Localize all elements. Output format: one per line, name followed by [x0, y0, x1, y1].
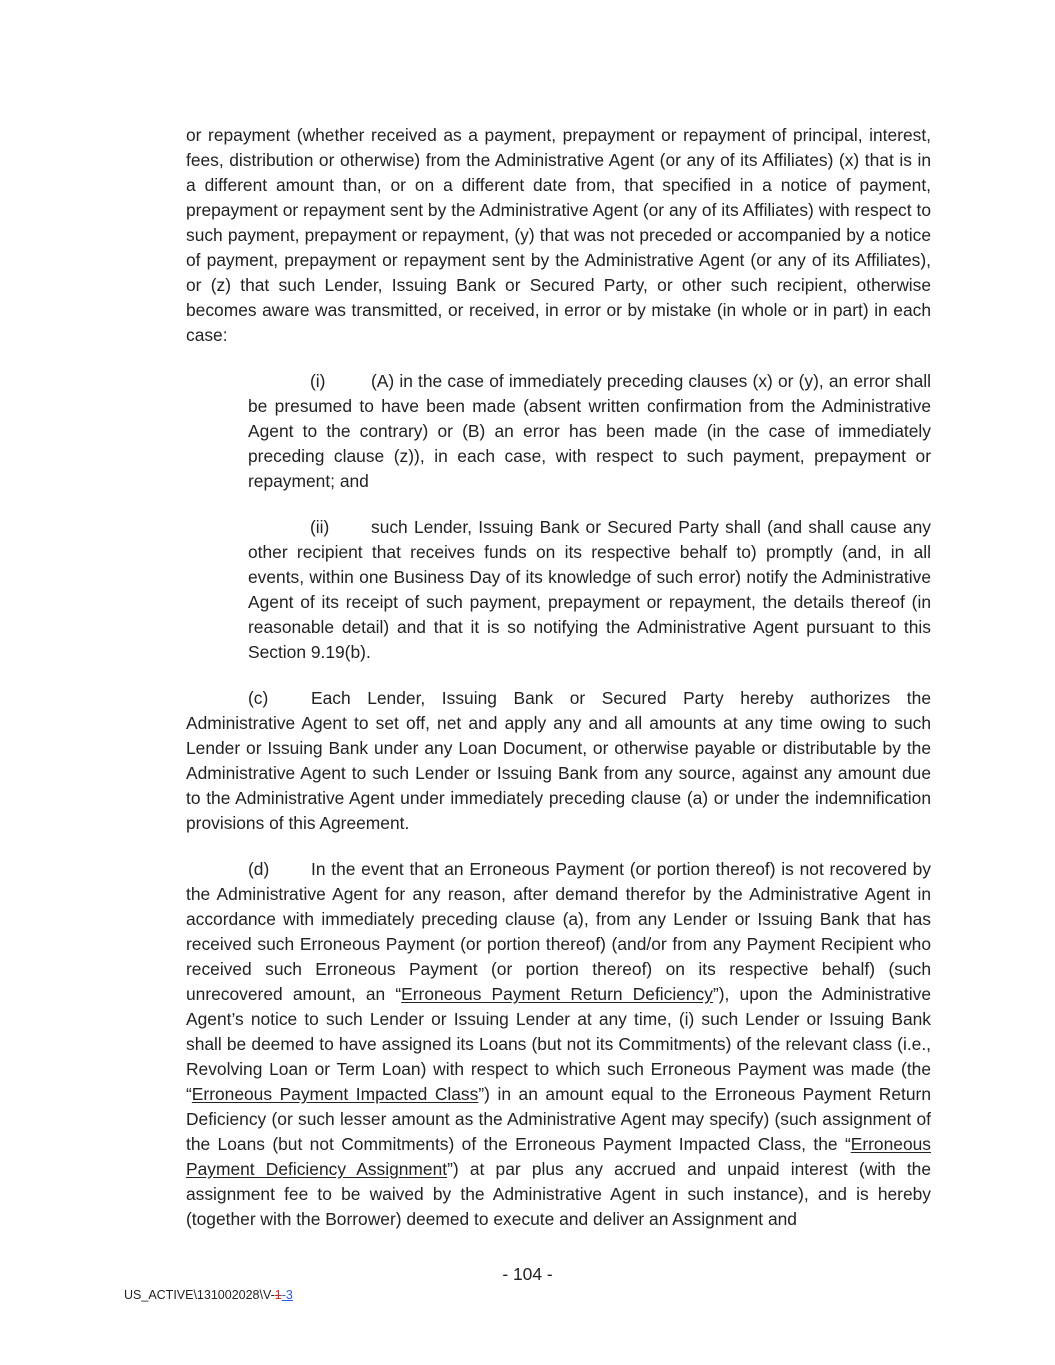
defined-term-erroneous-payment-impacted-class: Erroneous Payment Impacted Class — [191, 1084, 479, 1104]
item-ii-label: (ii) — [310, 517, 330, 537]
inserted-version-number: 3 — [285, 1288, 293, 1302]
paragraph-c — [186, 686, 931, 836]
item-i-label: (i) — [310, 371, 326, 391]
paragraph-d-text-part2: ”), upon the Administrative Agent’s notice to such Lender or Issuing Lender at any time, (i) such Lender or Issuing Bank shall be deemed to have assigned its Loans (but not its Commitments) of the relevant class (i.e., Revolving Loan or Term Loan) with respect to which such Erroneous Payment was made (the “ — [186, 984, 931, 1104]
defined-term-erroneous-payment-return-deficiency: Erroneous Payment Return Deficiency — [401, 984, 713, 1004]
paragraph-c-text: Each Lender, Issuing Bank or Secured Party hereby authorizes the Administrative Agent to set off, net and apply any and all amounts at any time owing to such Lender or Issuing Bank under any Loan Document, or otherwise payable or distributable by the Administrative Agent to such Lender or Issuing Bank from any source, against any amount due to the Administrative Agent under immediately preceding clause (a) or under the indemnification provisions of this Agreement. — [186, 688, 931, 833]
item-i-paragraph — [248, 369, 931, 494]
page-number: - 104 - — [502, 1264, 553, 1284]
defined-term-erroneous-payment-deficiency-assignment: Erroneous Payment Deficiency Assignment — [186, 1134, 931, 1179]
paragraph-c-label: (c) — [248, 688, 269, 708]
deleted-version-number: 1 — [274, 1288, 282, 1302]
item-ii-text: such Lender, Issuing Bank or Secured Party shall (and shall cause any other recipient that receives funds on its respective behalf to) promptly (and, in all events, within one Business Day of its knowledge of such error) notify the Administrative Agent of its receipt of such payment, prepayment or repayment, the details thereof (in reasonable detail) and that it is so notifying the Administrative Agent pursuant to this Section 9.19(b). — [248, 517, 931, 662]
item-ii-paragraph — [248, 515, 931, 665]
paragraph-d-label: (d) — [248, 859, 270, 879]
item-i-text: (A) in the case of immediately preceding clauses (x) or (y), an error shall be presumed to have been made (absent written confirmation from the Administrative Agent to the contrary) or (B) an error has been made (in the case of immediately preceding clause (z)), in each case, with respect to such payment, prepayment or repayment; and — [248, 371, 931, 491]
paragraph-d-text-part1: In the event that an Erroneous Payment (or portion thereof) is not recovered by the Administrative Agent for any reason, after demand therefor by the Administrative Agent in accordance with immediately preceding clause (a), from any Lender or Issuing Bank that has received such Erroneous Payment (or portion thereof) (and/or from any Payment Recipient who received such Erroneous Payment (or portion thereof) on its respective behalf) (such unrecovered amount, an “ — [186, 859, 931, 1004]
document-id-footer — [124, 1287, 293, 1303]
version-separator: - — [281, 1288, 286, 1302]
intro-paragraph — [186, 123, 931, 348]
paragraph-d-text-part3: ”) in an amount equal to the Erroneous Payment Return Deficiency (or such lesser amount as the Administrative Agent may specify) (such assignment of the Loans (but not Commitments) of the Erroneous Payment Impacted Class, the “ — [186, 1084, 931, 1154]
document-id-prefix: US_ACTIVE\131002028\V- — [124, 1288, 275, 1302]
paragraph-d — [186, 857, 931, 1232]
paragraph-d-text-part4: ”) at par plus any accrued and unpaid interest (with the assignment fee to be waived by the Administrative Agent in such instance), and is hereby (together with the Borrower) deemed to execute and deliver an Assignment and — [186, 1159, 931, 1229]
intro-paragraph-text: or repayment (whether received as a payment, prepayment or repayment of principal, interest, fees, distribution or otherwise) from the Administrative Agent (or any of its Affiliates) (x) that is in a different amount than, or on a different date from, that specified in a notice of payment, prepayment or repayment sent by the Administrative Agent (or any of its Affiliates) with respect to such payment, prepayment or repayment, (y) that was not preceded or accompanied by a notice of payment, prepayment or repayment sent by the Administrative Agent (or any of its Affiliates), or (z) that such Lender, Issuing Bank or Secured Party, or other such recipient, otherwise becomes aware was transmitted, or received, in error or by mistake (in whole or in part) in each case: — [186, 125, 931, 345]
